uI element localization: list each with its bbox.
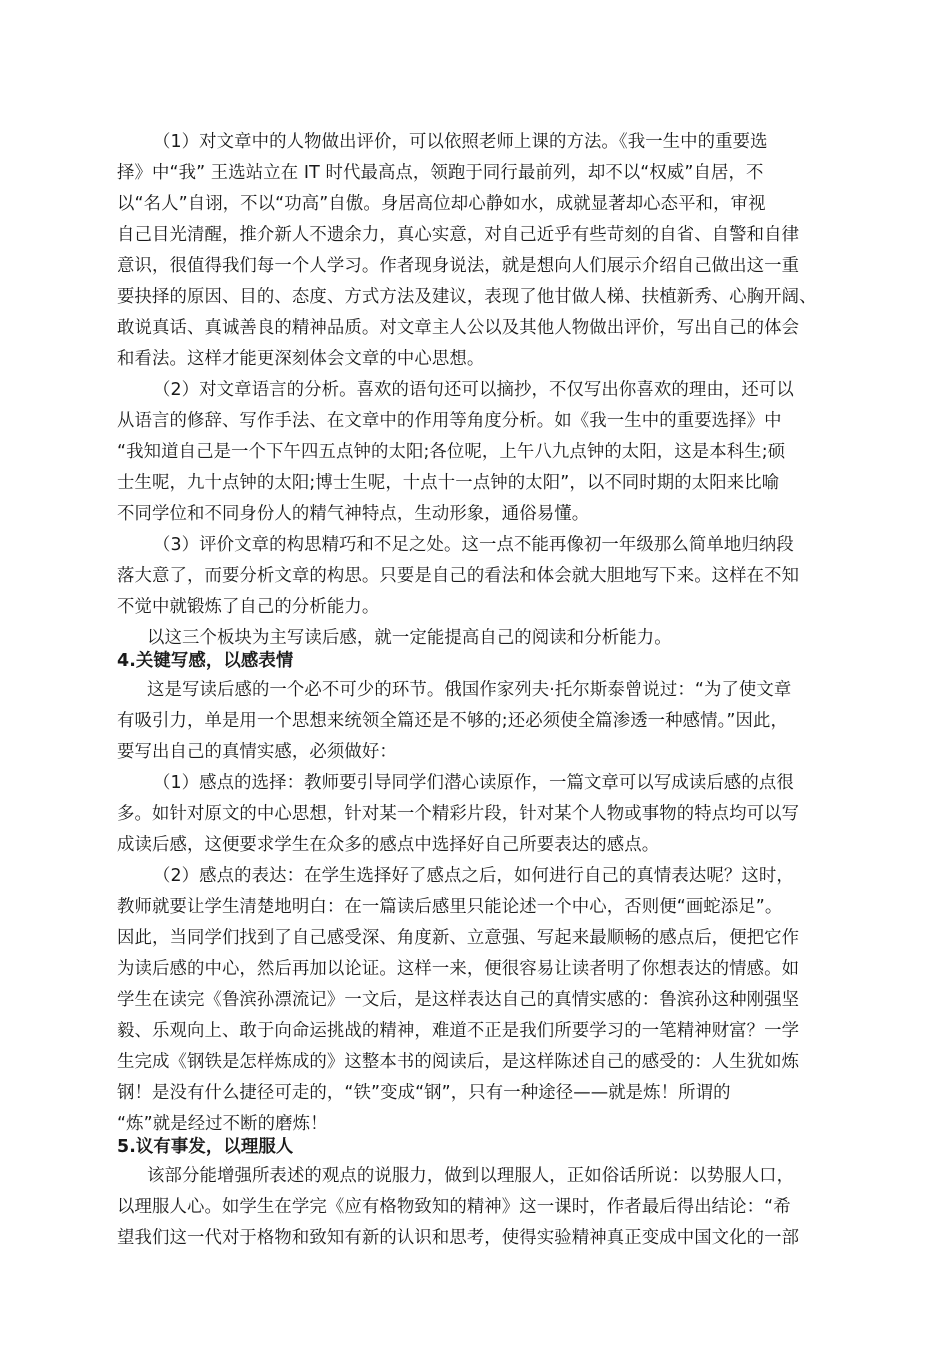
paragraph-line: 从语言的修辞、写作手法、在文章中的作用等角度分析。如《我一生中的重要选择》中 <box>117 411 782 431</box>
paragraph-line: 不觉中就锻炼了自己的分析能力。 <box>117 597 380 617</box>
section-heading: 4.关键写感，以感表情 <box>117 651 294 671</box>
paragraph-line: 择》中“我” 王选站立在 IT 时代最高点，领跑于同行最前列，却不以“权威”自居，不 <box>117 163 764 183</box>
paragraph-line: 敢说真话、真诚善良的精神品质。对文章主人公以及其他人物做出评价，写出自己的体会 <box>117 318 800 338</box>
paragraph-line: 自己目光清醒，推介新人不遗余力，真心实意，对自己近乎有些苛刻的自省、自警和自律 <box>117 225 800 245</box>
paragraph-line: 落大意了，而要分析文章的构思。只要是自己的看法和体会就大胆地写下来。这样在不知 <box>117 566 800 586</box>
paragraph-line: 学生在读完《鲁滨孙漂流记》一文后，是这样表达自己的真情实感的：鲁滨孙这种刚强坚 <box>117 990 800 1010</box>
section-heading: 5.议有事发，以理服人 <box>117 1137 294 1157</box>
paragraph-line: （2）对文章语言的分析。喜欢的语句还可以摘抄，不仅写出你喜欢的理由，还可以 <box>153 380 794 400</box>
paragraph-line: 为读后感的中心，然后再加以论证。这样一来，便很容易让读者明了你想表达的情感。如 <box>117 959 800 979</box>
paragraph-line: 以理服人心。如学生在学完《应有格物致知的精神》这一课时，作者最后得出结论：“希 <box>117 1197 791 1217</box>
paragraph-line: 多。如针对原文的中心思想，针对某一个精彩片段，针对某个人物或事物的特点均可以写 <box>117 804 800 824</box>
paragraph-line: 钢！是没有什么捷径可走的，“铁”变成“钢”，只有一种途径——就是炼！所谓的 <box>117 1083 731 1103</box>
paragraph-line: 该部分能增强所表述的观点的说服力，做到以理服人，正如俗话所说：以势服人口， <box>147 1166 795 1186</box>
paragraph-line: （2）感点的表达：在学生选择好了感点之后，如何进行自己的真情表达呢？这时， <box>153 866 794 886</box>
paragraph-line: 因此，当同学们找到了自己感受深、角度新、立意强、写起来最顺畅的感点后，便把它作 <box>117 928 800 948</box>
paragraph-line: 要抉择的原因、目的、态度、方式方法及建议，表现了他甘做人梯、扶植新秀、心胸开阔、 <box>117 287 817 307</box>
paragraph-line: “炼”就是经过不断的磨炼！ <box>117 1114 328 1134</box>
paragraph-line: 有吸引力，单是用一个思想来统领全篇还是不够的;还必须使全篇渗透一种感情。”因此， <box>117 711 789 731</box>
paragraph-line: （1）感点的选择：教师要引导同学们潜心读原作，一篇文章可以写成读后感的点很 <box>153 773 794 793</box>
paragraph-line: 毅、乐观向上、敢于向命运挑战的精神，难道不正是我们所要学习的一笔精神财富？一学 <box>117 1021 800 1041</box>
paragraph-line: 和看法。这样才能更深刻体会文章的中心思想。 <box>117 349 485 369</box>
paragraph-line: 以这三个板块为主写读后感，就一定能提高自己的阅读和分析能力。 <box>147 628 672 648</box>
paragraph-line: 以“名人”自诩，不以“功高”自傲。身居高位却心静如水，成就显著却心态平和，审视 <box>117 194 766 214</box>
paragraph-line: “我知道自己是一个下午四五点钟的太阳;各位呢，上午八九点钟的太阳，这是本科生;硕 <box>117 442 786 462</box>
paragraph-line: 这是写读后感的一个必不可少的环节。俄国作家列夫·托尔斯泰曾说过：“为了使文章 <box>147 680 792 700</box>
paragraph-line: 望我们这一代对于格物和致知有新的认识和思考，使得实验精神真正变成中国文化的一部 <box>117 1228 800 1248</box>
paragraph-line: 要写出自己的真情实感，必须做好： <box>117 742 397 762</box>
paragraph-line: 不同学位和不同身份人的精气神特点，生动形象，通俗易懂。 <box>117 504 590 524</box>
paragraph-line: 意识，很值得我们每一个人学习。作者现身说法，就是想向人们展示介绍自己做出这一重 <box>117 256 800 276</box>
paragraph-line: 成读后感，这便要求学生在众多的感点中选择好自己所要表达的感点。 <box>117 835 660 855</box>
paragraph-line: 生完成《钢铁是怎样炼成的》这整本书的阅读后，是这样陈述自己的感受的：人生犹如炼 <box>117 1052 800 1072</box>
paragraph-line: 教师就要让学生清楚地明白：在一篇读后感里只能论述一个中心，否则便“画蛇添足”。 <box>117 897 783 917</box>
paragraph-line: （1）对文章中的人物做出评价，可以依照老师上课的方法。《我一生中的重要选 <box>153 132 768 152</box>
paragraph-line: （3）评价文章的构思精巧和不足之处。这一点不能再像初一年级那么简单地归纳段 <box>153 535 794 555</box>
paragraph-line: 士生呢，九十点钟的太阳;博士生呢，十点十一点钟的太阳”，以不同时期的太阳来比喻 <box>117 473 780 493</box>
